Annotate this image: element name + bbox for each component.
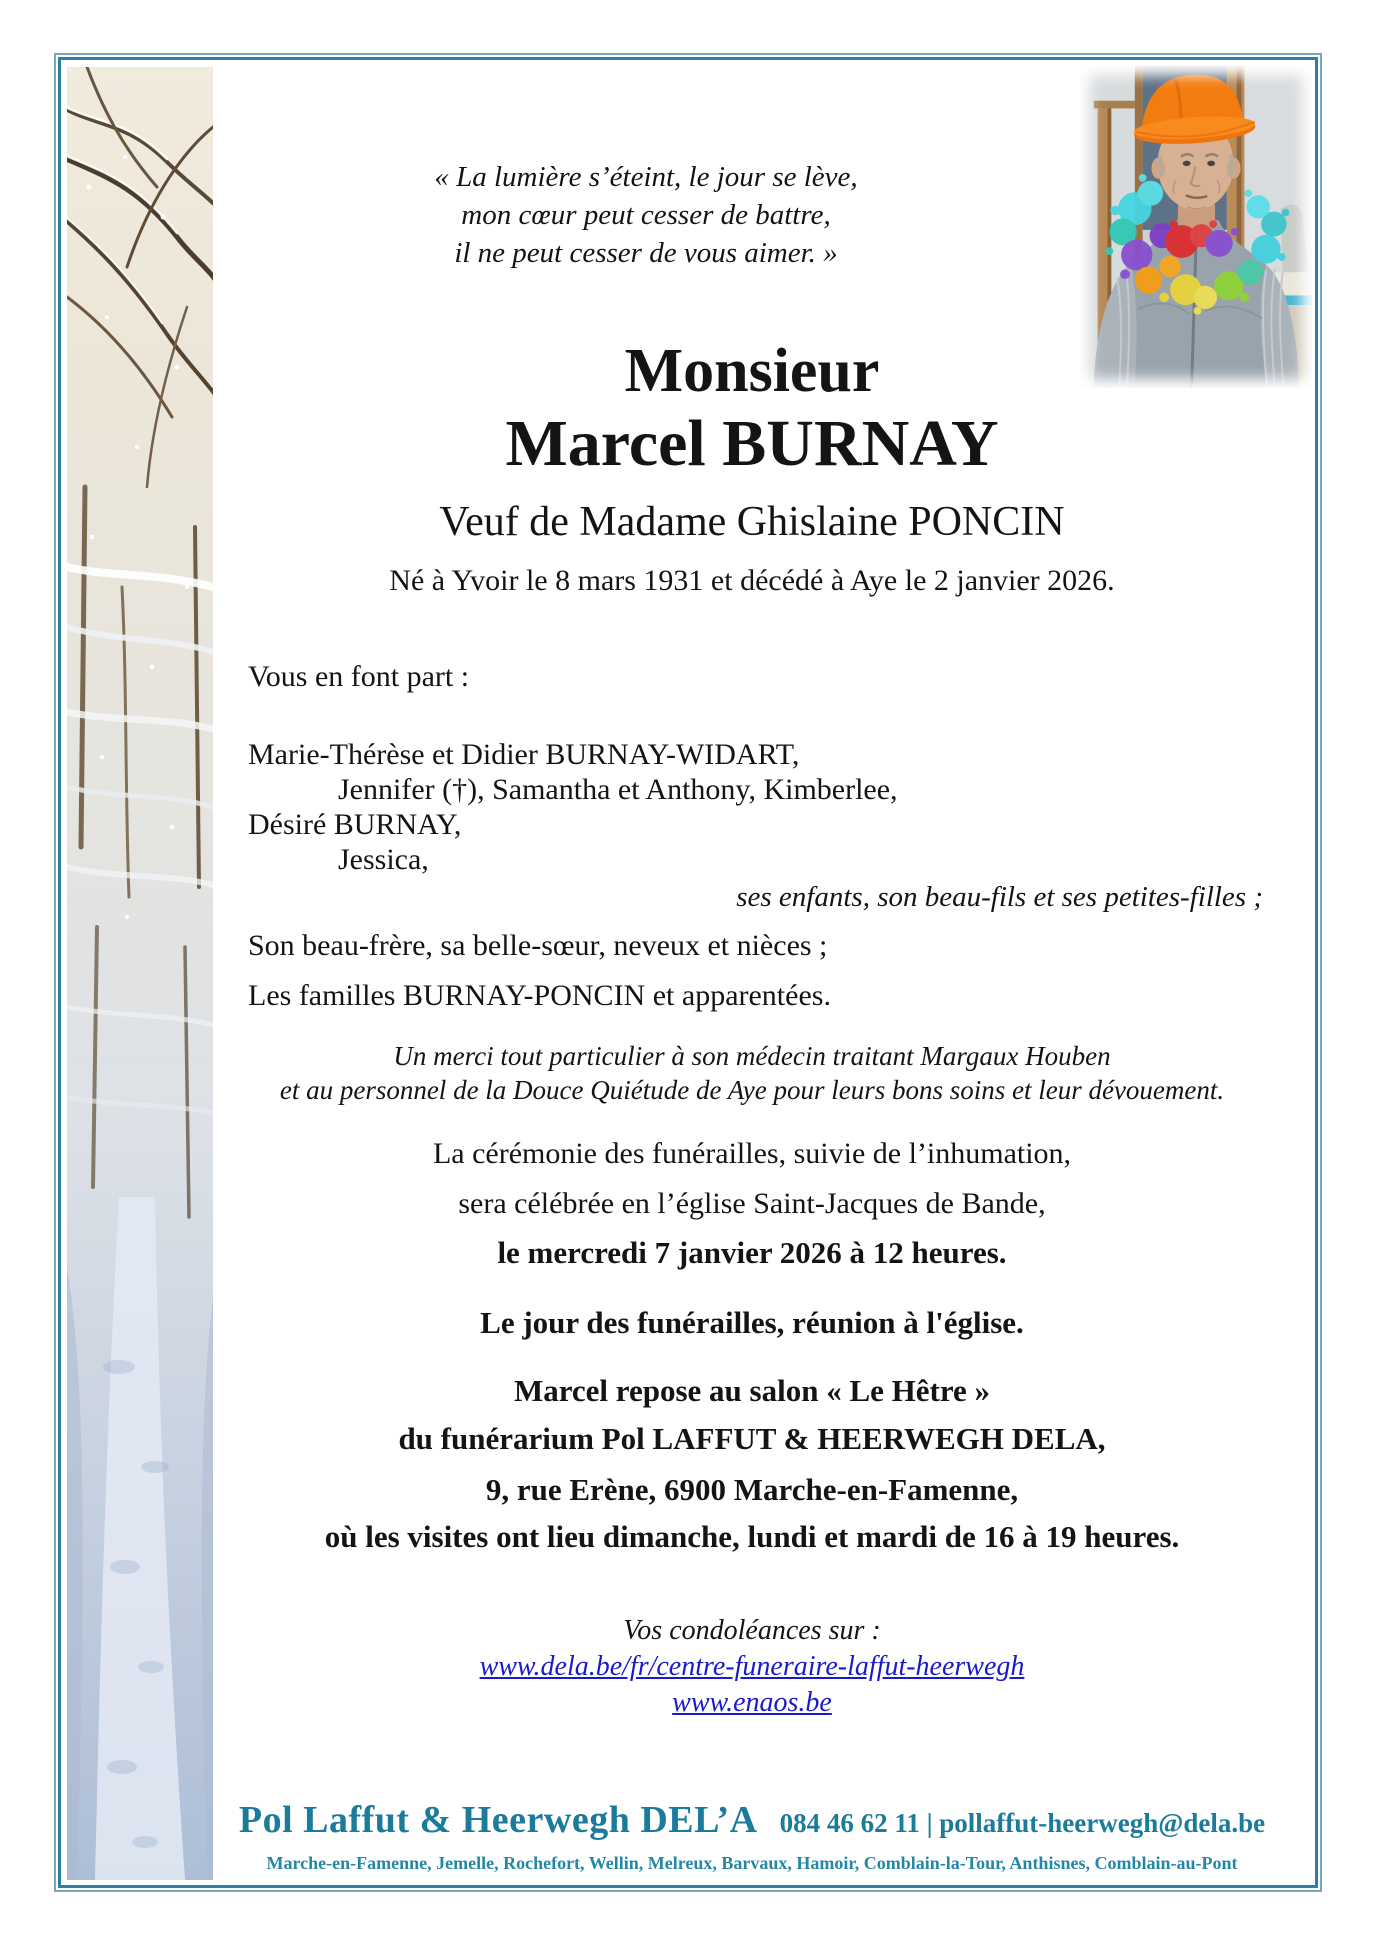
family-line: Jennifer (†), Samantha et Anthony, Kimberlee,: [338, 773, 898, 806]
quote-line-2: mon cœur peut cesser de battre,: [461, 199, 831, 231]
visits-line: où les visites ont lieu dimanche, lundi et mardi de 16 à 19 heures.: [324, 1519, 1180, 1554]
family-line: Désiré BURNAY,: [248, 808, 462, 841]
family-line: Marie-Thérèse et Didier BURNAY-WIDART,: [248, 738, 800, 771]
family-line: Jessica,: [338, 843, 429, 876]
repose-address-line: 9, rue Erène, 6900 Marche-en-Famenne,: [485, 1472, 1019, 1507]
quote-line-3: il ne peut cesser de vous aimer. »: [454, 237, 838, 269]
condolences-label: Vos condoléances sur :: [623, 1615, 881, 1646]
repose-line-1: Marcel repose au salon « Le Hêtre »: [513, 1373, 991, 1408]
funeral-home-locations: Marche-en-Famenne, Jemelle, Rochefort, Wellin, Melreux, Barvaux, Hamoir, Comblain-la-Tour, Anthisnes, Comblain-au-Pont: [266, 1853, 1238, 1873]
winter-forest-photo: [67, 67, 213, 1880]
thanks-paragraph: [197, 1039, 1307, 1107]
family-role-line: ses enfants, son beau-fils et ses petites-filles ;: [736, 881, 1263, 913]
civility-title: Monsieur: [624, 337, 880, 405]
ceremony-line-1: La cérémonie des funérailles, suivie de l’inhumation,: [432, 1137, 1072, 1170]
dela-condolences-link[interactable]: www.dela.be/fr/centre-funeraire-laffut-heerwegh: [479, 1651, 1025, 1682]
announcement-intro: Vous en font part :: [248, 660, 470, 693]
enaos-link[interactable]: www.enaos.be: [672, 1687, 832, 1718]
deceased-name: Marcel BURNAY: [505, 407, 999, 480]
families-line: Les familles BURNAY-PONCIN et apparentées.: [248, 979, 831, 1012]
thanks-line-1: Un merci tout particulier à son médecin traitant Margaux Houben: [393, 1041, 1111, 1071]
repose-line-2: du funérarium Pol LAFFUT & HEERWEGH DELA,: [398, 1421, 1106, 1456]
life-dates-line: Né à Yvoir le 8 mars 1931 et décédé à Aye le 2 janvier 2026.: [389, 564, 1115, 597]
funeral-home-logo: Pol Laffut & Heerwegh DEL’A: [238, 1799, 758, 1841]
ceremony-date-line: le mercredi 7 janvier 2026 à 12 heures.: [497, 1235, 1007, 1270]
winter-photo-art: [67, 67, 213, 1880]
relatives-line: Son beau-frère, sa belle-sœur, neveux et nièces ;: [248, 929, 828, 962]
funeral-home-contact: 084 46 62 11 | pollaffut-heerwegh@dela.be: [779, 1808, 1266, 1838]
quote-line-1: « La lumière s’éteint, le jour se lève,: [434, 161, 858, 193]
funeral-home-letterhead: [197, 1798, 1307, 1842]
family-list: [248, 737, 898, 877]
ceremony-line-2: sera célébrée en l’église Saint-Jacques de Bande,: [458, 1187, 1046, 1220]
condolences-link-wrap: [197, 1687, 1307, 1719]
condolences-link-wrap: [197, 1651, 1307, 1683]
widower-line: Veuf de Madame Ghislaine PONCIN: [439, 499, 1065, 545]
memorial-quote: [213, 158, 1079, 272]
thanks-line-2: et au personnel de la Douce Quiétude de Aye pour leurs bons soins et leur dévouement.: [279, 1075, 1225, 1105]
church-meeting-line: Le jour des funérailles, réunion à l'église.: [480, 1305, 1024, 1340]
